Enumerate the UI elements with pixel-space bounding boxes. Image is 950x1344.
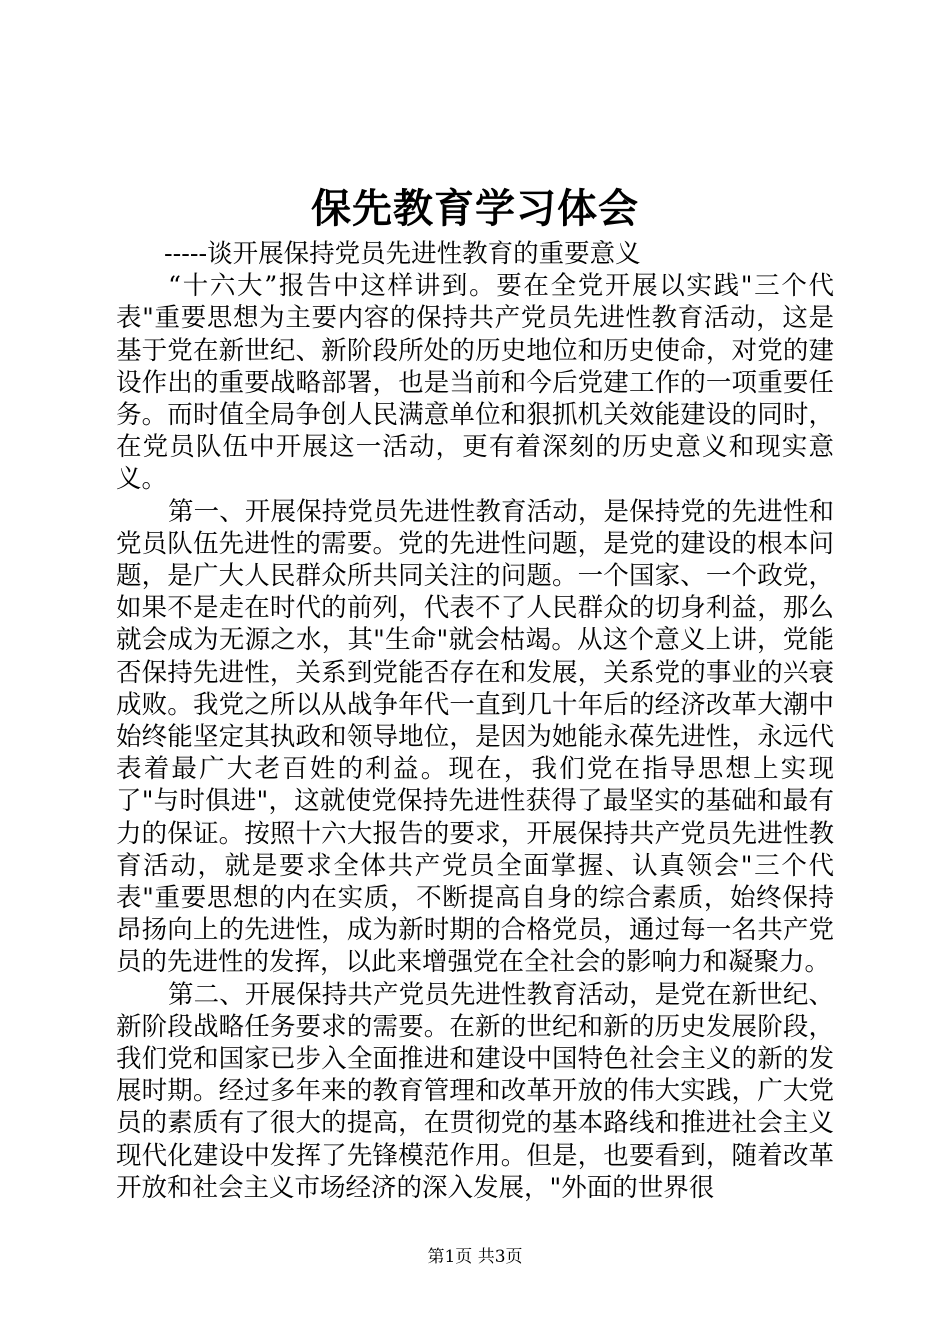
- page-footer: 第1页 共3页: [427, 1247, 523, 1267]
- document-title: 保先教育学习体会: [311, 185, 639, 232]
- document-subtitle: -----谈开展保持党员先进性教育的重要意义: [164, 239, 641, 269]
- document-body: [116, 238, 834, 1204]
- paragraph-second-point: 第二、开展保持共产党员先进性教育活动，是党在新世纪、新阶段战略任务要求的需要。在新的世纪和新的历史发展阶段，我们党和国家已步入全面推进和建设中国特色社会主义的新的发展时期。经过多年来的教育管理和改革开放的伟大实践，广大党员的素质有了很大的提高，在贯彻党的基本路线和推进社会主义现代化建设中发挥了先锋模范作用。但是，也要看到，随着改革开放和社会主义市场经济的深入发展，"外面的世界很: [116, 979, 834, 1203]
- paragraph-intro: “十六大”报告中这样讲到。要在全党开展以实践"三个代表"重要思想为主要内容的保持共产党员先进性教育活动，这是基于党在新世纪、新阶段所处的历史地位和历史使命，对党的建设作出的重要战略部署，也是当前和今后党建工作的一项重要任务。而时值全局争创人民满意单位和狠抓机关效能建设的同时，在党员队伍中开展这一活动，更有着深刻的历史意义和现实意义。: [116, 271, 834, 495]
- paragraph-first-point: 第一、开展保持党员先进性教育活动，是保持党的先进性和党员队伍先进性的需要。党的先进性问题，是党的建设的根本问题，是广大人民群众所共同关注的问题。一个国家、一个政党，如果不是走在时代的前列，代表不了人民群众的切身利益，那么就会成为无源之水，其"生命"就会枯竭。从这个意义上讲，党能否保持先进性，关系到党能否存在和发展，关系党的事业的兴衰成败。我党之所以从战争年代一直到几十年后的经济改革大潮中始终能坚定其执政和领导地位，是因为她能永葆先进性，永远代表着最广大老百姓的利益。现在，我们党在指导思想上实现了"与时俱进"，这就使党保持先进性获得了最坚实的基础和最有力的保证。按照十六大报告的要求，开展保持共产党员先进性教育活动，就是要求全体共产党员全面掌握、认真领会"三个代表"重要思想的内在实质，不断提高自身的综合素质，始终保持昂扬向上的先进性，成为新时期的合格党员，通过每一名共产党员的先进性的发挥，以此来增强党在全社会的影响力和凝聚力。: [116, 496, 834, 978]
